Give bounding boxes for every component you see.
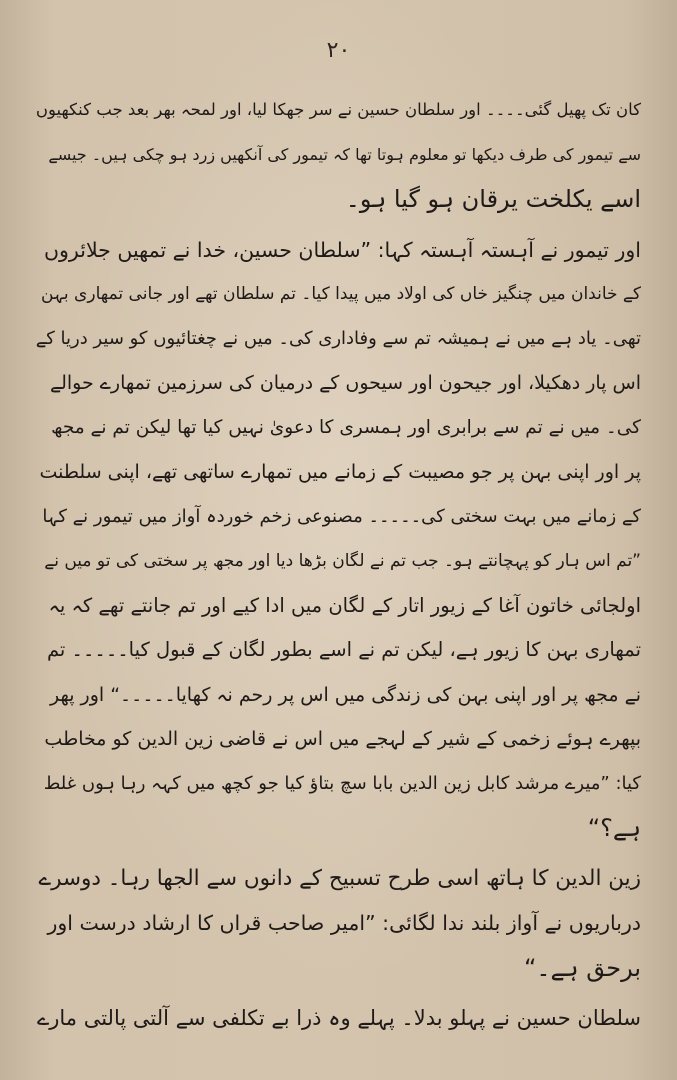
text-line: اسے یکلخت یرقان ہو گیا ہو۔	[345, 185, 641, 213]
text-line: نے مجھ پر اور اپنی بہن کی زندگی میں اس پر رحم نہ کھایا۔۔۔۔۔“ اور پھر	[49, 683, 641, 706]
text-line: تمھاری بہن کا زیور ہے، لیکن تم نے اسے بطور لگان کے قبول کیا۔۔۔۔۔ تم	[46, 638, 641, 661]
text-line: برحق ہے۔“	[523, 953, 641, 982]
text-line: درباریوں نے آواز بلند ندا لگائی: ”امیر صاحب قراں کا ارشاد درست اور	[47, 911, 641, 935]
text-line: کے زمانے میں بہت سختی کی۔۔۔۔۔ مصنوعی زخم خوردہ آواز میں تیمور نے کہا	[42, 505, 641, 527]
page-number: ۲۰	[326, 38, 351, 63]
paragraph	[36, 857, 641, 991]
text-line: سے تیمور کی طرف دیکھا تو معلوم ہوتا تھا کہ تیمور کی آنکھیں زرد ہو چکی ہیں۔ جیسے	[48, 144, 641, 164]
text-line: بپھرے ہوئے زخمی کے شیر کے لہجے میں اس نے قاضی زین الدین کو مخاطب	[44, 728, 641, 750]
text-line: تھی۔ یاد ہے میں نے ہمیشہ تم سے وفاداری کی۔ میں نے چغتائیوں کو سیر دریا کے	[36, 327, 641, 349]
body-text	[36, 88, 641, 1047]
text-line: اس پار دھکیلا، اور جیحون اور سیحوں کے درمیان کی سرزمین تمھارے حوالے	[49, 372, 641, 394]
text-line: ہے؟“	[587, 814, 641, 842]
text-line: پر اور اپنی بہن پر جو مصیبت کے زمانے میں تمھارے ساتھی تھے، اپنی سلطنت	[39, 461, 641, 483]
text-line: کے خاندان میں چنگیز خاں کی اولاد میں پیدا کیا۔ تم سلطان تھے اور جانی تمھاری بہن	[41, 284, 641, 304]
paragraph	[36, 228, 641, 851]
text-line: اور تیمور نے آہستہ آہستہ کہا: ”سلطان حسین، خدا نے تمھیں جلائروں	[43, 237, 641, 262]
paragraph	[36, 996, 641, 1041]
text-line: زین الدین کا ہاتھ اسی طرح تسبیح کے دانوں سے الجھا رہا۔ دوسرے	[38, 865, 641, 891]
text-line: کان تک پھیل گئی۔۔۔۔ اور سلطان حسین نے سر جھکا لیا، اور لمحہ بھر بعد جب کنکھیوں	[36, 100, 641, 119]
text-line: کیا: ”میرے مرشد کابل زین الدین بابا سچ بتاؤ کیا جو کچھ میں کہہ رہا ہوں غلط	[43, 772, 641, 794]
text-line: اولجائی خاتون آغا کے زیور اتار کے لگان میں ادا کیے اور تم جانتے تھے کہ یہ	[48, 593, 641, 617]
text-line: سلطان حسین نے پہلو بدلا۔ پہلے وہ ذرا بے تکلفی سے آلتی پالتی مارے	[36, 1006, 641, 1030]
text-line: کی۔ میں نے تم سے برابری اور ہمسری کا دعویٰ نہیں کیا تھا لیکن تم نے مجھ	[51, 416, 641, 438]
text-line: ”تم اس ہار کو پہچانتے ہو۔ جب تم نے لگان بڑھا دیا اور مجھ پر سختی کی تو میں نے	[44, 551, 641, 571]
paragraph	[36, 88, 641, 222]
